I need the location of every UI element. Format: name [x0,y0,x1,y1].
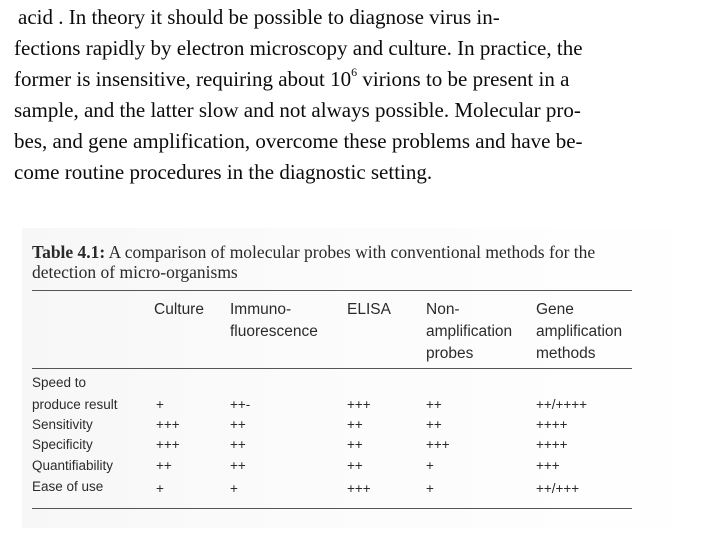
row-label-ease-of-use: Ease of use [32,479,104,494]
cell-quant-gene: +++ [536,458,560,473]
cell-specificity-elisa: ++ [347,437,363,452]
paragraph-line-4: sample, and the latter slow and not always possible. Molecular pro- [14,98,581,122]
cell-produce-gene: ++/++++ [536,397,588,412]
header-gene-amplification [536,299,622,365]
paragraph-line-3-end: virions to be present in a [357,67,570,91]
header-gene-line2: amplification [536,323,623,340]
cell-ease-culture: + [156,481,164,496]
cell-quant-immuno: ++ [230,458,246,473]
row-label-quantifiability: Quantifiability [32,458,114,473]
body-paragraph [14,2,714,188]
paragraph-line-1: acid . In theory it should be possible to diagnose virus in- [18,5,500,29]
cell-specificity-nonamp: +++ [426,437,450,452]
cell-specificity-immuno: ++ [230,437,246,452]
cell-sensitivity-elisa: ++ [347,417,363,432]
cell-produce-nonamp: ++ [426,397,442,412]
cell-produce-culture: + [156,397,164,412]
header-immunofluorescence [230,299,318,343]
header-nonamp-line2: amplification [426,323,513,340]
paragraph-line-3 [14,64,714,95]
cell-produce-elisa: +++ [347,397,371,412]
cell-specificity-culture: +++ [156,437,180,452]
row-label-sensitivity: Sensitivity [32,417,93,432]
paragraph-line-2: fections rapidly by electron microscopy and culture. In practice, the [14,36,583,60]
table-caption-label: Table 4.1: [32,242,106,262]
cell-quant-elisa: ++ [347,458,363,473]
header-gene-line3: methods [536,345,596,362]
row-label-specificity: Specificity [32,437,93,452]
cell-quant-nonamp: + [426,458,434,473]
cell-specificity-gene: ++++ [536,437,568,452]
cell-sensitivity-gene: ++++ [536,417,568,432]
table-header-rule [32,368,632,369]
row-label-speed-to: Speed to [32,375,87,390]
cell-ease-nonamp: + [426,481,434,496]
row-label-produce-result: produce result [32,397,118,412]
header-nonamp-line1: Non- [426,301,460,318]
table-caption-text-2: detection of micro-organisms [32,262,238,282]
table-caption-text: A comparison of molecular probes with conventional methods for the [105,242,596,262]
cell-ease-elisa: +++ [347,481,371,496]
header-immuno-line1: Immuno- [230,301,292,318]
table-bottom-rule [32,508,632,509]
paragraph-line-5: bes, and gene amplification, overcome these problems and have be- [14,129,583,153]
exponent: 6 [351,65,358,79]
header-elisa: ELISA [347,301,391,318]
cell-sensitivity-immuno: ++ [230,417,246,432]
cell-sensitivity-nonamp: ++ [426,417,442,432]
table-caption [32,242,672,282]
table-top-rule [32,290,632,291]
cell-ease-gene: ++/+++ [536,481,580,496]
header-non-amplification [426,299,512,365]
header-nonamp-line3: probes [426,345,474,362]
paragraph-line-3-start: former is insensitive, requiring about 10 [14,67,352,91]
header-immuno-line2: fluorescence [230,323,318,340]
paragraph-line-6: come routine procedures in the diagnostic setting. [14,160,433,184]
cell-produce-immuno: ++- [230,397,251,412]
header-culture: Culture [154,301,204,318]
cell-sensitivity-culture: +++ [156,417,180,432]
header-gene-line1: Gene [536,301,574,318]
cell-quant-culture: ++ [156,458,172,473]
cell-ease-immuno: + [230,481,238,496]
